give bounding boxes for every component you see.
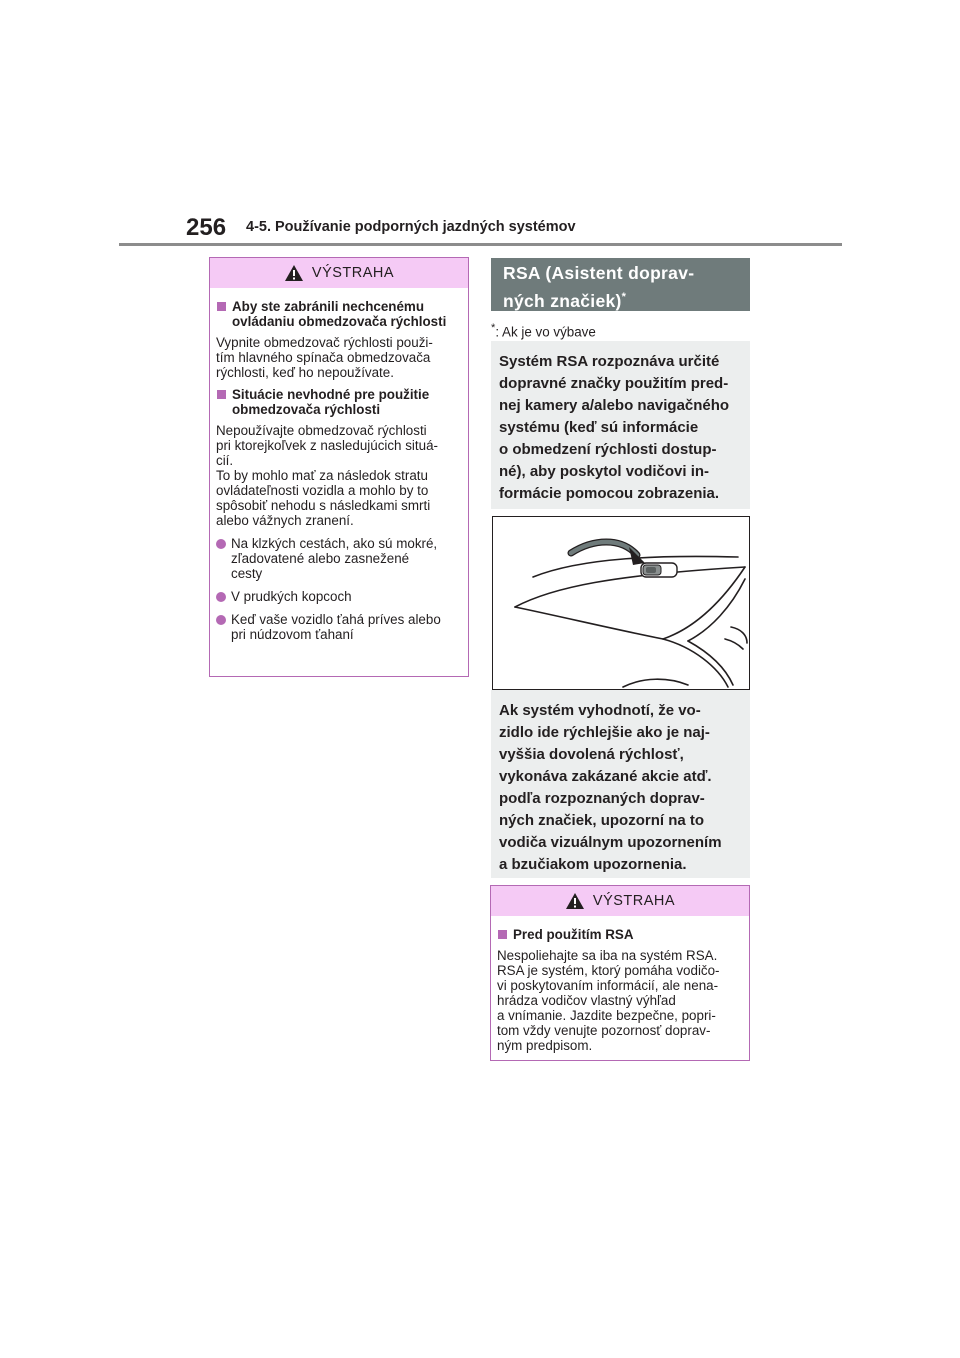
square-bullet-icon — [217, 390, 226, 399]
warning-section-heading: Aby ste zabránili nechcenému ovládaniu obmedzovača rýchlosti — [216, 299, 462, 329]
intro-info-box: Systém RSA rozpoznáva určité dopravné značky použitím pred- nej kamery a/alebo navigačného systému (keď sú informácie o obmedzení rýchlosti dostup- né), aby poskytol vodičovi in- formácie pomocou zobrazenia. — [491, 341, 750, 509]
warning-header — [210, 258, 468, 288]
windshield-camera-illustration — [492, 516, 750, 690]
warning-box-rsa — [490, 885, 750, 1061]
round-bullet-icon — [216, 539, 226, 549]
warning-title: VÝSTRAHA — [311, 265, 395, 281]
heading-footnote-mark: * — [621, 291, 627, 303]
result-info-box: Ak systém vyhodnotí, že vo- zidlo ide rýchlejšie ako je naj- vyššia dovolená rýchlosť, vykonáva zakázané akcie atď. podľa rozpoznaných doprav- ných značiek, upozorní na to vodiča vizuálnym upozornením a bzučiakom upozornenia. — [491, 690, 750, 878]
section-heading: RSA (Asistent doprav- ných značiek)* — [491, 258, 750, 311]
warning-section-text: Nespoliehajte sa iba na systém RSA. RSA je systém, ktorý pomáha vodičo- vi poskytovaním informácií, ale nena- hrádza vodičov vlastný výhľad a vnímanie. Jazdite bezpečne, popri- tom vždy venujte pozornosť doprav- ným predpisom. — [497, 948, 720, 1053]
warning-triangle-icon — [284, 264, 304, 282]
warning-title: VÝSTRAHA — [592, 893, 676, 909]
warning-section-text: Vypnite obmedzovač rýchlosti použi- tím hlavného spínača obmedzovača rýchlosti, keď ho nepoužívate. — [216, 335, 433, 380]
footnote: *: Ak je vo výbave — [491, 322, 596, 340]
chapter-title: 4-5. Používanie podporných jazdných systémov — [246, 219, 576, 235]
page-number: 256 — [186, 214, 227, 241]
round-bullet-icon — [216, 592, 226, 602]
warning-section-text: Nepoužívajte obmedzovač rýchlosti pri ktorejkoľvek z nasledujúcich situá- cií. To by mohlo mať za následok stratu ovládateľnosti vozidla a mohlo by to spôsobiť nehodu s následkami smrti alebo vážnych zranení. — [216, 423, 438, 528]
warning-section-heading: Situácie nevhodné pre použitie obmedzovača rýchlosti — [216, 387, 462, 417]
square-bullet-icon — [217, 302, 226, 311]
warning-section-heading: Pred použitím RSA — [497, 927, 743, 942]
warning-box-speed-limiter — [209, 257, 469, 677]
square-bullet-icon — [498, 930, 507, 939]
car-windshield-drawing — [493, 517, 749, 689]
warning-header — [491, 886, 749, 916]
list-item: Na klzkých cestách, ako sú mokré, zľadovatené alebo zasnežené cesty — [216, 536, 462, 581]
list-item: Keď vaše vozidlo ťahá príves alebo pri núdzovom ťahaní — [216, 612, 462, 642]
warning-triangle-icon — [565, 892, 585, 910]
list-item: V prudkých kopcoch — [216, 589, 462, 604]
header-divider — [119, 243, 842, 246]
round-bullet-icon — [216, 615, 226, 625]
